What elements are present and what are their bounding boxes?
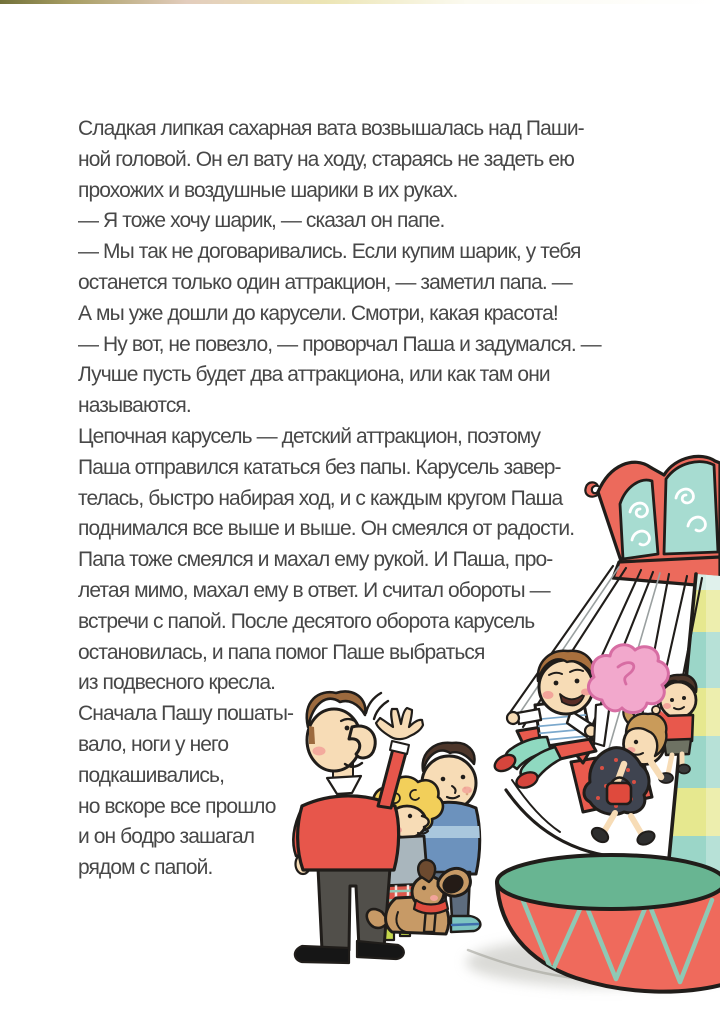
story-line: называются.: [78, 394, 191, 418]
story-line: и он бодро зашагал: [78, 825, 255, 849]
story-line: вало, ноги у него: [78, 732, 229, 756]
story-line: — Я тоже хочу шарик, — сказал он папе.: [78, 209, 445, 233]
story-line: Паша отправился кататься без папы. Карусель завер-: [78, 455, 561, 479]
story-line: прохожих и воздушные шарики в их руках.: [78, 178, 458, 202]
story-line: останется только один аттракцион, — заметил папа. —: [78, 270, 572, 294]
story-line: поднимался все выше и выше. Он смеялся от радости.: [78, 517, 575, 541]
story-line: Лучше пусть будет два аттракциона, или как там они: [78, 363, 550, 387]
wave-motion-lines: [366, 693, 388, 719]
story-line: телась, быстро набирая ход, и с каждым кругом Паша: [78, 486, 563, 510]
story-line: А мы уже дошли до карусели. Смотри, какая красота!: [78, 301, 558, 325]
story-line: Сладкая липкая сахарная вата возвышалась над Паши-: [78, 117, 584, 140]
story-line: рядом с папой.: [78, 856, 213, 880]
story-line: подкашивались,: [78, 763, 225, 787]
story-line: летая мимо, махал ему в ответ. И считал обороты —: [78, 578, 550, 602]
carousel-canopy: [585, 456, 720, 587]
story-line: из подвесного кресла.: [78, 671, 276, 695]
story-line: — Мы так не договаривались. Если купим шарик, у тебя: [78, 240, 581, 264]
story-line: встречи с папой. После десятого оборота карусель: [78, 609, 535, 633]
story-line: Цепочная карусель — детский аттракцион, поэтому: [78, 424, 541, 448]
story-line: но вскоре все прошло: [78, 794, 276, 818]
story-line: остановилась, и папа помог Паше выбраться: [78, 640, 485, 664]
story-line: — Ну вот, не повезло, — проворчал Паша и задумался. —: [78, 332, 601, 356]
carousel-base: [466, 855, 720, 992]
story-line: Папа тоже смеялся и махал ему рукой. И Паша, про-: [78, 548, 553, 572]
story-line: ной головой. Он ел вату на ходу, стараясь не задеть ею: [78, 147, 574, 171]
story-line: Сначала Пашу пошаты-: [78, 702, 294, 726]
